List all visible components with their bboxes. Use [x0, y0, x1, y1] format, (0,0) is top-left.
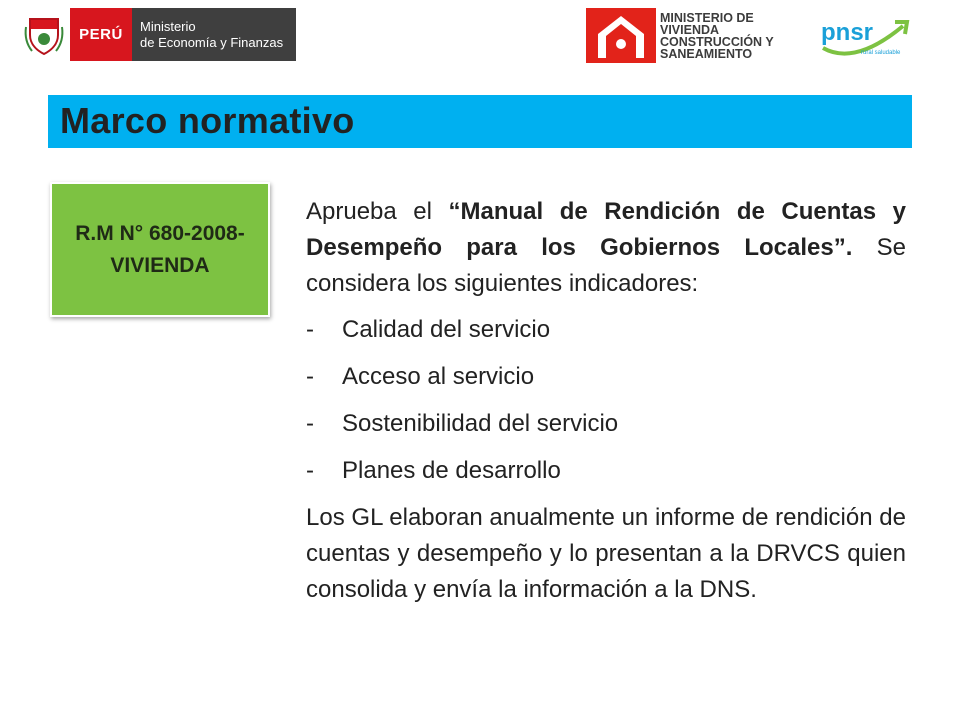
page-title: Marco normativo — [60, 100, 355, 141]
coat-of-arms-icon — [18, 8, 70, 61]
intro-suffix: Se considera los siguientes indicadores: — [306, 234, 906, 297]
ministry-line-2: de Economía y Finanzas — [140, 34, 284, 50]
list-item: - Planes de desarrollo — [306, 453, 906, 489]
vivienda-line-4: SANEAMIENTO — [660, 46, 753, 61]
resolution-badge-label: R.M N° 680-2008-VIVIENDA — [75, 221, 245, 277]
intro-prefix: Aprueba el — [306, 198, 449, 225]
house-icon — [586, 8, 656, 63]
manual-title: “Manual de Rendición de Cuentas y Desempeño para los Gobiernos Locales”. — [306, 198, 906, 261]
resolution-badge — [50, 182, 270, 317]
vivienda-line-2: VIVIENDA — [660, 22, 720, 37]
list-item: - Acceso al servicio — [306, 359, 906, 395]
indicator-list — [306, 312, 906, 489]
peru-label: PERÚ — [70, 8, 132, 61]
vivienda-line-1: MINISTERIO DE — [660, 10, 754, 25]
list-item-label: Sostenibilidad del servicio — [342, 410, 619, 437]
vivienda-logo — [586, 8, 810, 63]
list-item: - Sostenibilidad del servicio — [306, 406, 906, 442]
content — [306, 194, 906, 608]
pnsr-logo-icon — [815, 8, 915, 63]
vivienda-text — [656, 8, 810, 63]
list-item-label: Acceso al servicio — [342, 363, 535, 390]
ministry-label — [132, 8, 296, 61]
vivienda-line-3: CONSTRUCCIÓN Y — [660, 34, 774, 49]
closing-paragraph: Los GL elaboran anualmente un informe de rendición de cuentas y desempeño y lo presentan a la DRVCS quien consolida y envía la información a la DNS. — [306, 504, 906, 603]
svg-text:pnsr: pnsr — [821, 19, 874, 46]
intro-paragraph — [306, 194, 906, 302]
ministry-line-1: Ministerio — [140, 18, 196, 34]
mef-logo — [18, 8, 296, 61]
svg-text:rural saludable: rural saludable — [861, 50, 901, 56]
list-item-label: Planes de desarrollo — [342, 457, 561, 484]
list-item: - Calidad del servicio — [306, 312, 906, 348]
list-item-label: Calidad del servicio — [342, 316, 551, 343]
title-bar — [48, 95, 912, 148]
